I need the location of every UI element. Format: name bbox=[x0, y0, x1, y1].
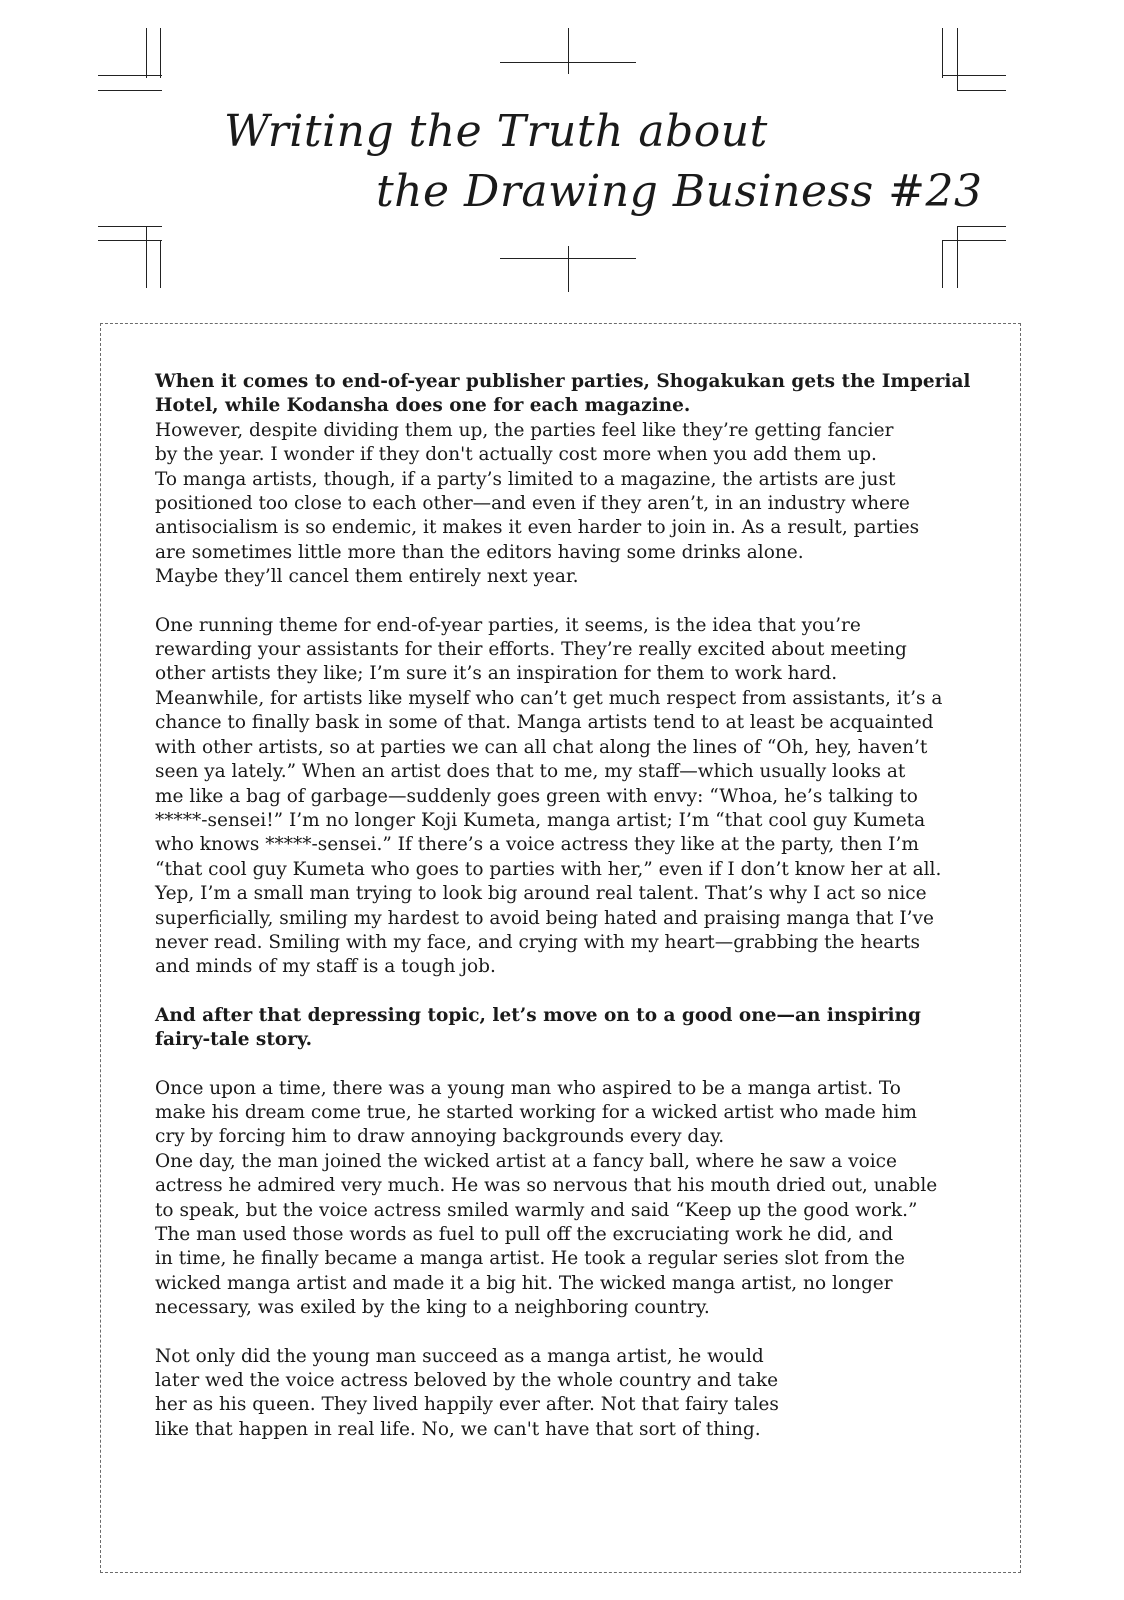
fairy-tale-heading: And after that depressing topic, let’s move on to a good one—an inspiring fairy-tale story. bbox=[155, 1004, 921, 1051]
paragraph-fairy-tale: Once upon a time, there was a young man who aspired to be a manga artist. To make his dream come true, he started working for a wicked artist who made him cry by forcing him to draw annoying backgrounds every day. One day, the man joined the wicked artist at a fancy ball, where he saw a voice actress he admired very much. He was so nervous that his mouth dried out, unable to speak, but the voice actress smiled warmly and said “Keep up the good work.” The man used those words as fuel to pull off the excruciating work he did, and in time, he finally became a manga artist. He took a regular series slot from the wicked manga artist and made it a big hit. The wicked manga artist, no longer necessary, was exiled by the king to a neighboring country. bbox=[155, 1077, 938, 1319]
title-line-1: Writing the Truth about bbox=[224, 106, 768, 157]
title-line-2: the Drawing Business #23 bbox=[376, 166, 983, 217]
intro-heading: When it comes to end-of-year publisher parties, Shogakukan gets the Imperial Hotel, while Kodansha does one for each magazine. bbox=[155, 371, 971, 417]
article-body bbox=[155, 370, 985, 1442]
paragraph-assistants: One running theme for end-of-year parties, it seems, is the idea that you’re rewarding your assistants for their efforts. They’re really excited about meeting other artists they like; I’m sure it’s an inspiration for them to work hard. Meanwhile, for artists like myself who can’t get much respect from assistants, it’s a chance to finally bask in some of that. Manga artists tend to at least be acquainted with other artists, so at parties we can all chat along the lines of “Oh, hey, haven’t seen ya lately.” When an artist does that to me, my staff—which usually looks at me like a bag of garbage—suddenly goes green with envy: “Whoa, he’s talking to *****-sensei!” I’m no longer Koji Kumeta, manga artist; I’m “that cool guy Kumeta who knows *****-sensei.” If there’s a voice actress they like at the party, then I’m “that cool guy Kumeta who goes to parties with her,” even if I don’t know her at all. Yep, I’m a small man trying to look big around real talent. That’s why I act so nice superficially, smiling my hardest to avoid being hated and praising manga that I’ve never read. Smiling with my face, and crying with my heart—grabbing the hearts and minds of my staff is a tough job. bbox=[155, 614, 943, 978]
paragraph-parties-fancier: However, despite dividing them up, the parties feel like they’re getting fancier by the year. I wonder if they don't actually cost more when you add them up. To manga artists, though, if a party’s limited to a magazine, the artists are just positioned too close to each other—and even if they aren’t, in an industry where antisocialism is so endemic, it makes it even harder to join in. As a result, parties are sometimes little more than the editors having some drinks alone. Maybe they’ll cancel them entirely next year. bbox=[155, 419, 920, 588]
paragraph-ending: Not only did the young man succeed as a manga artist, he would later wed the voice actress beloved by the whole country and take her as his queen. They lived happily ever after. Not that fairy tales like that happen in real life. No, we can't have that sort of thing. bbox=[155, 1345, 779, 1440]
